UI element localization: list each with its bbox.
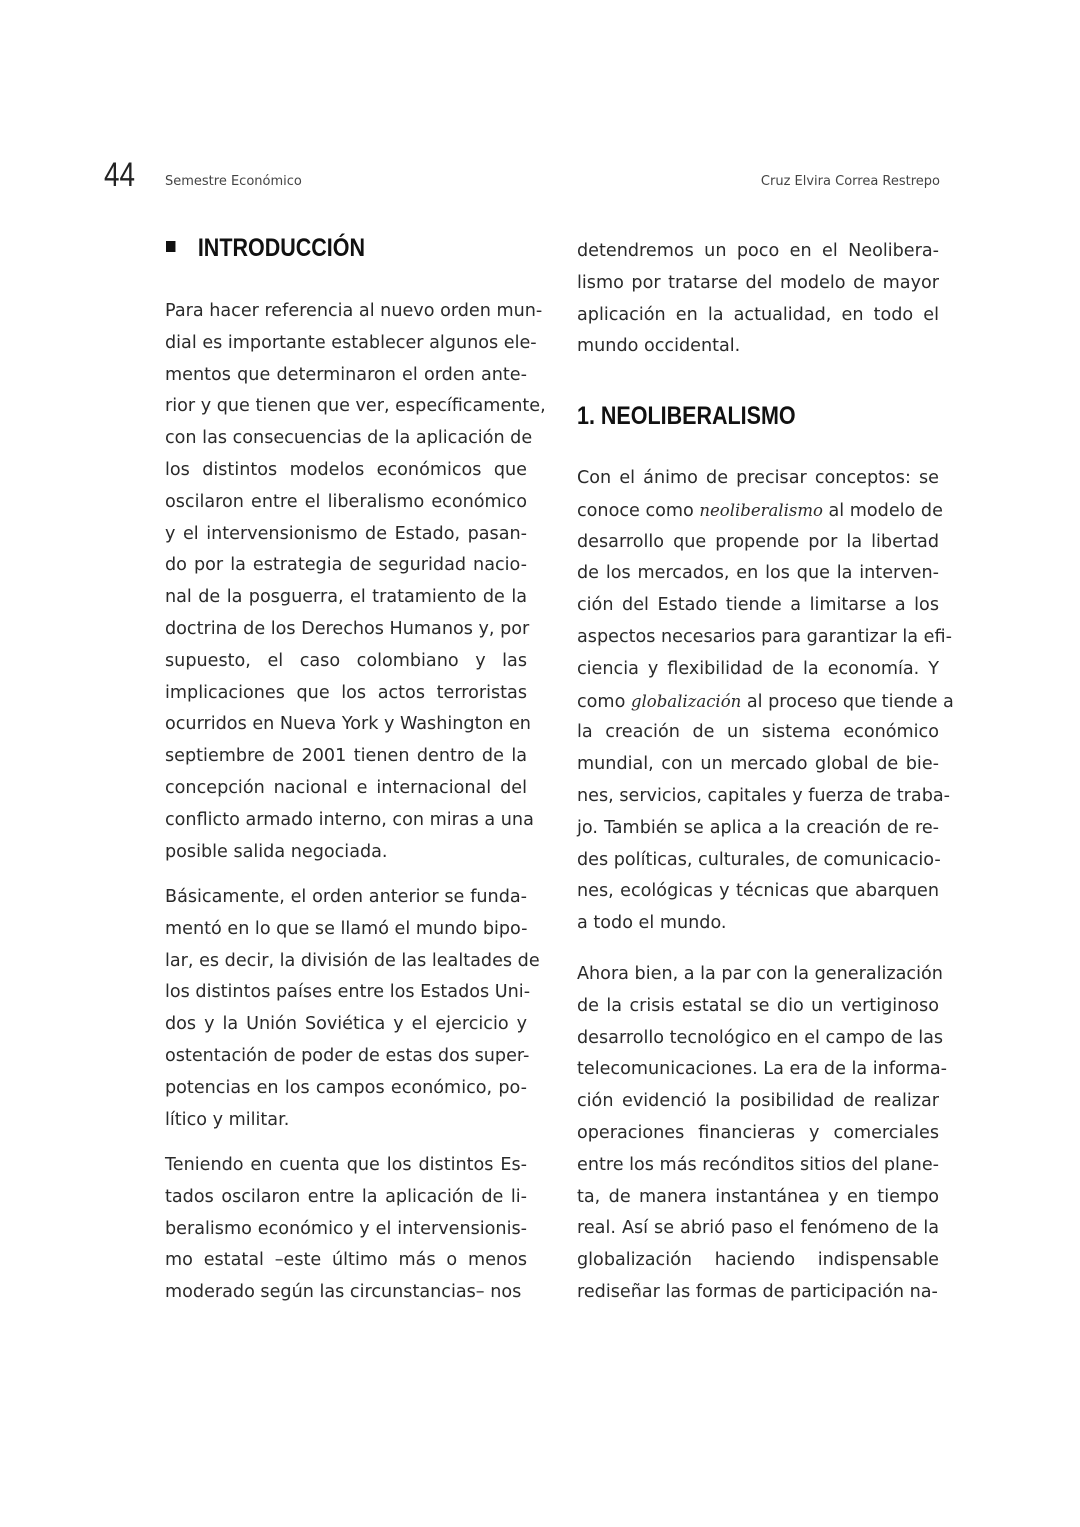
text-line: ción del Estado tiende a limitarse a los bbox=[577, 595, 939, 616]
text-line: dial es importante establecer algunos ele- bbox=[165, 332, 537, 353]
text-segment: conoce como bbox=[577, 500, 700, 521]
text-line: mentos que determinaron el orden ante- bbox=[165, 364, 527, 385]
text-segment: al proceso que tiende a bbox=[741, 691, 954, 712]
text-line: rediseñar las formas de participación na- bbox=[577, 1281, 938, 1302]
text-line: ostentación de poder de estas dos super- bbox=[165, 1045, 530, 1066]
text-line bbox=[577, 686, 954, 718]
text-line: potencias en los campos económico, po- bbox=[165, 1077, 527, 1098]
italic-term: neoliberalismo bbox=[699, 500, 823, 520]
section-heading-neoliberalismo: 1. NEOLIBERALISMO bbox=[577, 402, 796, 430]
text-segment: al modelo de bbox=[822, 500, 943, 521]
text-line: Básicamente, el orden anterior se funda- bbox=[165, 887, 527, 907]
text-line: real. Así se abrió paso el fenómeno de la bbox=[577, 1218, 939, 1239]
text-line: rior y que tienen que ver, específicamente, bbox=[165, 396, 546, 417]
text-segment: como bbox=[577, 691, 631, 712]
text-line: los distintos modelos económicos que bbox=[165, 459, 527, 480]
text-line bbox=[577, 495, 943, 527]
text-line: ocurridos en Nueva York y Washington en bbox=[165, 714, 531, 735]
text-line: mo estatal –este último más o menos bbox=[165, 1250, 527, 1271]
text-line: nes, servicios, capitales y fuerza de traba- bbox=[577, 785, 950, 806]
text-line: ciencia y flexibilidad de la economía. Y bbox=[577, 658, 939, 679]
text-line: implicaciones que los actos terroristas bbox=[165, 682, 527, 703]
text-line: con las consecuencias de la aplicación de bbox=[165, 428, 533, 449]
text-line: septiembre de 2001 tienen dentro de la bbox=[165, 746, 527, 767]
text-line: lar, es decir, la división de las lealtades de bbox=[165, 950, 540, 971]
text-line: des políticas, culturales, de comunicacio- bbox=[577, 849, 941, 870]
heading-text: INTRODUCCIÓN bbox=[197, 234, 366, 262]
text-line: aplicación en la actualidad, en todo el bbox=[577, 304, 939, 325]
text-line: ción evidenció la posibilidad de realizar bbox=[577, 1091, 939, 1112]
page-number: 44 bbox=[104, 156, 136, 194]
text-line: tados oscilaron entre la aplicación de li- bbox=[165, 1186, 527, 1207]
text-line: oscilaron entre el liberalismo económico bbox=[165, 491, 527, 512]
paragraph bbox=[165, 882, 540, 1136]
text-line: globalización haciendo indispensable bbox=[577, 1250, 939, 1271]
text-line: supuesto, el caso colombiano y las bbox=[165, 650, 527, 671]
text-line: detendremos un poco en el Neolibera- bbox=[577, 241, 939, 261]
text-line: entre los más recónditos sitios del plane- bbox=[577, 1154, 939, 1175]
text-line: la creación de un sistema económico bbox=[577, 722, 939, 743]
text-line: de los mercados, en los que la interven- bbox=[577, 563, 939, 584]
text-line: desarrollo que propende por la libertad bbox=[577, 531, 939, 552]
text-line: mentó en lo que se llamó el mundo bipo- bbox=[165, 918, 528, 939]
text-line: a todo el mundo. bbox=[577, 913, 727, 934]
square-bullet-icon bbox=[166, 241, 175, 252]
paragraph bbox=[577, 236, 939, 363]
paragraph bbox=[577, 463, 954, 940]
text-line: ta, de manera instantánea y en tiempo bbox=[577, 1186, 939, 1207]
text-line: lítico y militar. bbox=[165, 1109, 290, 1130]
italic-term: globalización bbox=[630, 691, 742, 711]
text-line: do por la estrategia de seguridad nacio- bbox=[165, 555, 527, 576]
text-line: mundial, con un mercado global de bie- bbox=[577, 754, 939, 775]
text-line: los distintos países entre los Estados Uni- bbox=[165, 982, 531, 1003]
text-line: beralismo económico y el intervensionis- bbox=[165, 1218, 527, 1239]
text-line: aspectos necesarios para garantizar la efi- bbox=[577, 626, 952, 647]
text-line: doctrina de los Derechos Humanos y, por bbox=[165, 618, 530, 639]
text-line: jo. También se aplica a la creación de re- bbox=[577, 817, 939, 838]
running-header-journal: Semestre Económico bbox=[165, 174, 302, 189]
paragraph bbox=[165, 1150, 527, 1309]
text-line: nal de la posguerra, el tratamiento de la bbox=[165, 587, 527, 608]
text-line: telecomunicaciones. La era de la informa- bbox=[577, 1059, 947, 1080]
text-line: desarrollo tecnológico en el campo de las bbox=[577, 1027, 944, 1048]
text-line: posible salida negociada. bbox=[165, 841, 388, 862]
section-heading-introduccion bbox=[166, 234, 365, 263]
text-line: Ahora bien, a la par con la generalización bbox=[577, 964, 943, 984]
text-line: de la crisis estatal se dio un vertiginoso bbox=[577, 995, 939, 1016]
text-line: y el intervensionismo de Estado, pasan- bbox=[165, 523, 527, 544]
text-line: Teniendo en cuenta que los distintos Es- bbox=[165, 1155, 527, 1175]
paragraph bbox=[165, 296, 546, 868]
text-line: operaciones financieras y comerciales bbox=[577, 1122, 939, 1143]
text-line: moderado según las circunstancias– nos bbox=[165, 1282, 522, 1303]
text-line: dos y la Unión Soviética y el ejercicio y bbox=[165, 1014, 527, 1035]
text-line: mundo occidental. bbox=[577, 336, 741, 357]
text-line: nes, ecológicas y técnicas que abarquen bbox=[577, 881, 939, 902]
paragraph bbox=[577, 959, 947, 1309]
text-line: concepción nacional e internacional del bbox=[165, 777, 527, 798]
text-line: lismo por tratarse del modelo de mayor bbox=[577, 272, 939, 293]
text-line: Con el ánimo de precisar conceptos: se bbox=[577, 468, 939, 488]
text-line: Para hacer referencia al nuevo orden mun- bbox=[165, 301, 543, 321]
running-header-author: Cruz Elvira Correa Restrepo bbox=[760, 174, 940, 189]
text-line: conflicto armado interno, con miras a una bbox=[165, 809, 534, 830]
